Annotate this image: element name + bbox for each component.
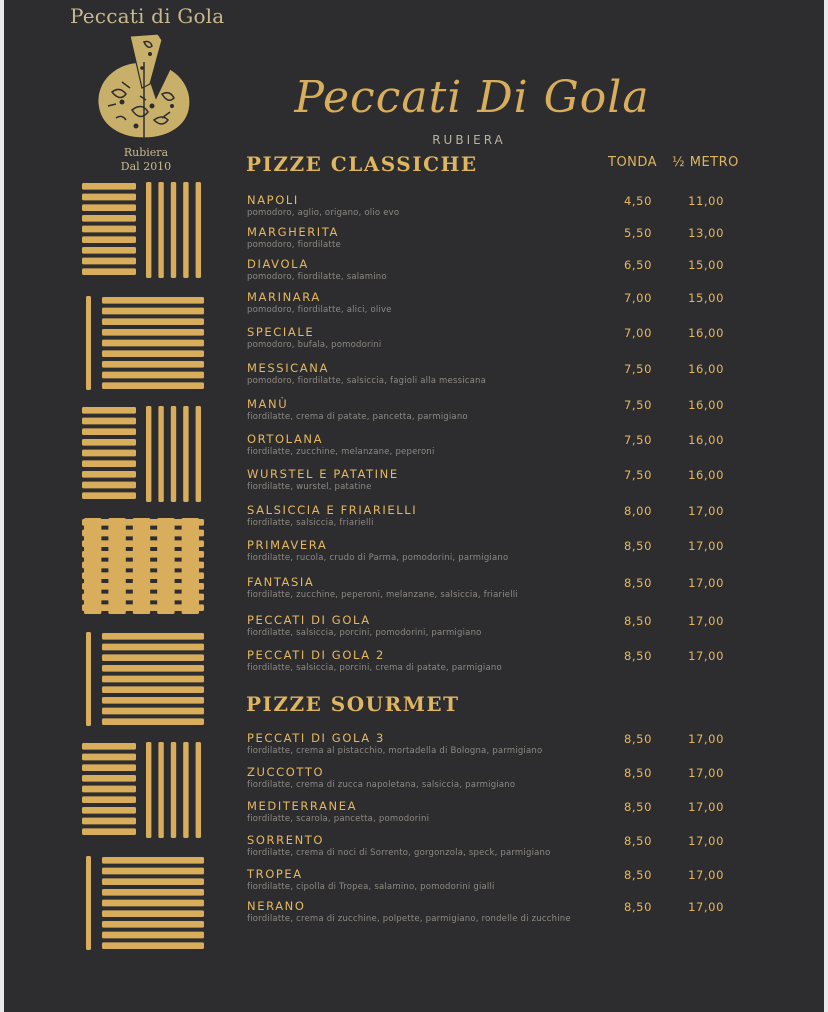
- pattern-stripe: [102, 633, 204, 640]
- menu-item: [247, 731, 737, 763]
- item-name: MESSICANA: [247, 361, 329, 375]
- item-name: SALSICCIA E FRIARIELLI: [247, 503, 418, 517]
- pattern-stripe: [102, 942, 204, 949]
- menu-item: [247, 799, 737, 831]
- menu-page: [4, 0, 824, 1012]
- menu-item: [247, 225, 737, 257]
- item-name: DIAVOLA: [247, 257, 309, 271]
- item-name: FANTASIA: [247, 575, 315, 589]
- item-description: pomodoro, aglio, origano, olio evo: [247, 208, 400, 218]
- price-tonda: 8,50: [623, 649, 652, 663]
- price-metro: 15,00: [688, 291, 724, 305]
- price-metro: 17,00: [688, 614, 724, 628]
- pattern-stripe: [102, 889, 204, 896]
- pattern-stripe: [102, 900, 204, 907]
- section-title-sourmet: PIZZE SOURMET: [246, 692, 460, 716]
- pattern-stripe: [82, 183, 136, 190]
- pattern-stripe: [183, 742, 188, 838]
- pattern-stripe: [102, 868, 204, 875]
- pattern-stripe: [102, 340, 204, 347]
- item-description: fiordilatte, rucola, crudo di Parma, pomodorini, parmigiano: [247, 553, 509, 563]
- item-description: fiordilatte, wurstel, patatine: [247, 482, 372, 492]
- item-description: fiordilatte, cipolla di Tropea, salamino, pomodorini gialli: [247, 882, 495, 892]
- pattern-stripe: [102, 718, 204, 725]
- pattern-stripe: [82, 482, 136, 489]
- price-metro: 16,00: [688, 326, 724, 340]
- price-metro: 13,00: [688, 226, 724, 240]
- price-metro: 17,00: [688, 834, 724, 848]
- item-name: SPECIALE: [247, 325, 315, 339]
- item-name: NAPOLI: [247, 193, 299, 207]
- pattern-stripe: [102, 361, 204, 368]
- item-name: PECCATI DI GOLA 3: [247, 731, 385, 745]
- pattern-stripe: [102, 654, 204, 661]
- pattern-stripe: [86, 632, 91, 726]
- menu-item: [247, 361, 737, 393]
- pattern-stripe: [102, 665, 204, 672]
- item-description: fiordilatte, zucchine, peperoni, melanzane, salsiccia, friarielli: [247, 590, 518, 600]
- menu-item: [247, 503, 737, 535]
- menu-item: [247, 325, 737, 357]
- pattern-stripe: [82, 407, 136, 414]
- brand-city: Rubiera: [123, 146, 169, 159]
- item-description: fiordilatte, salsiccia, porcini, crema di patate, parmigiano: [247, 663, 502, 673]
- item-name: MEDITERRANEA: [247, 799, 358, 813]
- brand-since: Dal 2010: [120, 160, 172, 173]
- item-description: pomodoro, fiordilatte, salsiccia, fagioli alla messicana: [247, 376, 487, 386]
- pattern-stripe: [82, 439, 136, 446]
- pattern-stripe: [102, 708, 204, 715]
- pattern-stripe: [82, 204, 136, 211]
- price-metro: 17,00: [688, 800, 724, 814]
- price-tonda: 7,00: [623, 326, 652, 340]
- menu-item: [247, 290, 737, 322]
- item-description: fiordilatte, crema di zucca napoletana, salsiccia, parmigiano: [247, 780, 516, 790]
- pattern-stripe: [82, 796, 136, 803]
- menu-item: [247, 613, 737, 645]
- item-name: MANÙ: [247, 397, 289, 411]
- pattern-stripe: [102, 676, 204, 683]
- brand-location: [104, 146, 188, 174]
- item-description: fiordilatte, crema al pistacchio, mortadella di Bologna, parmigiano: [247, 746, 543, 756]
- pattern-stripe: [196, 406, 201, 502]
- pattern-stripe: [102, 372, 204, 379]
- price-tonda: 6,50: [623, 258, 652, 272]
- menu-item: [247, 765, 737, 797]
- item-name: MARINARA: [247, 290, 321, 304]
- pattern-stripe: [82, 215, 136, 222]
- pattern-stripe: [133, 518, 150, 614]
- price-metro: 17,00: [688, 576, 724, 590]
- pattern-stripe: [82, 258, 136, 265]
- column-header-tonda: TONDA: [608, 155, 658, 170]
- pattern-stripe: [102, 857, 204, 864]
- pizza-logo-icon: [92, 32, 196, 144]
- price-metro: 16,00: [688, 362, 724, 376]
- pattern-stripe: [183, 406, 188, 502]
- price-tonda: 7,50: [623, 433, 652, 447]
- menu-item: [247, 899, 737, 931]
- pattern-stripe: [158, 182, 163, 278]
- item-description: pomodoro, bufala, pomodorini: [247, 340, 382, 350]
- pattern-stripe: [82, 754, 136, 761]
- price-tonda: 7,50: [623, 468, 652, 482]
- pattern-stripe: [82, 450, 136, 457]
- pattern-stripe: [82, 807, 136, 814]
- menu-item: [247, 397, 737, 429]
- price-tonda: 8,50: [623, 900, 652, 914]
- page-subtitle: RUBIERA: [432, 133, 506, 147]
- pattern-stripe: [82, 236, 136, 243]
- item-description: fiordilatte, crema di patate, pancetta, parmigiano: [247, 412, 468, 422]
- item-name: PRIMAVERA: [247, 538, 328, 552]
- price-metro: 16,00: [688, 398, 724, 412]
- item-description: pomodoro, fiordilatte, alici, olive: [247, 305, 392, 315]
- pattern-stripe: [82, 428, 136, 435]
- menu-item: [247, 538, 737, 570]
- pattern-stripe: [82, 418, 136, 425]
- price-tonda: 7,50: [623, 362, 652, 376]
- brand-name: Peccati di Gola: [70, 4, 225, 28]
- item-description: fiordilatte, zucchine, melanzane, peperoni: [247, 447, 435, 457]
- pattern-stripe: [102, 878, 204, 885]
- price-metro: 16,00: [688, 468, 724, 482]
- column-header-metro: ½ METRO: [672, 155, 739, 170]
- menu-item: [247, 432, 737, 464]
- price-tonda: 8,50: [623, 800, 652, 814]
- pattern-stripe: [102, 697, 204, 704]
- price-tonda: 8,50: [623, 834, 652, 848]
- menu-item: [247, 193, 737, 225]
- price-metro: 16,00: [688, 433, 724, 447]
- price-tonda: 7,50: [623, 398, 652, 412]
- pattern-stripe: [108, 518, 125, 614]
- pattern-stripe: [82, 828, 136, 835]
- item-description: pomodoro, fiordilatte, salamino: [247, 272, 387, 282]
- pattern-stripe: [102, 686, 204, 693]
- pattern-stripe: [102, 297, 204, 304]
- pattern-stripe: [82, 226, 136, 233]
- pattern-stripe: [158, 406, 163, 502]
- price-metro: 17,00: [688, 766, 724, 780]
- pattern-stripe: [146, 742, 151, 838]
- price-tonda: 8,50: [623, 766, 652, 780]
- pattern-stripe: [102, 350, 204, 357]
- price-tonda: 8,00: [623, 504, 652, 518]
- price-tonda: 8,50: [623, 732, 652, 746]
- pattern-stripe: [84, 518, 101, 614]
- price-tonda: 5,50: [623, 226, 652, 240]
- price-tonda: 8,50: [623, 614, 652, 628]
- price-metro: 17,00: [688, 868, 724, 882]
- pattern-stripe: [82, 818, 136, 825]
- pattern-stripe: [82, 247, 136, 254]
- pattern-stripe: [102, 318, 204, 325]
- item-name: ZUCCOTTO: [247, 765, 325, 779]
- price-metro: 17,00: [688, 649, 724, 663]
- pattern-stripe: [171, 406, 176, 502]
- pattern-stripe: [196, 182, 201, 278]
- menu-item: [247, 833, 737, 865]
- price-tonda: 8,50: [623, 576, 652, 590]
- pattern-stripe: [157, 518, 174, 614]
- price-metro: 17,00: [688, 900, 724, 914]
- price-tonda: 4,50: [623, 194, 652, 208]
- pattern-stripe: [82, 460, 136, 467]
- menu-item: [247, 648, 737, 680]
- pattern-stripe: [146, 182, 151, 278]
- pattern-stripe: [102, 921, 204, 928]
- item-description: fiordilatte, salsiccia, porcini, pomodorini, parmigiano: [247, 628, 482, 638]
- item-name: PECCATI DI GOLA 2: [247, 648, 385, 662]
- menu-item: [247, 257, 737, 289]
- item-name: TROPEA: [247, 867, 303, 881]
- section-title-classiche: PIZZE CLASSICHE: [246, 152, 478, 176]
- pattern-stripe: [86, 856, 91, 950]
- menu-item: [247, 867, 737, 899]
- pattern-stripe: [82, 194, 136, 201]
- pattern-stripe: [82, 492, 136, 499]
- item-name: NERANO: [247, 899, 306, 913]
- pattern-stripe: [102, 644, 204, 651]
- pattern-stripe: [102, 382, 204, 389]
- pattern-stripe: [82, 743, 136, 750]
- price-metro: 17,00: [688, 504, 724, 518]
- price-tonda: 8,50: [623, 539, 652, 553]
- page-title: Peccati Di Gola: [294, 72, 650, 123]
- pattern-stripe: [196, 742, 201, 838]
- menu-item: [247, 467, 737, 499]
- pattern-stripe: [102, 910, 204, 917]
- item-description: fiordilatte, crema di noci di Sorrento, gorgonzola, speck, parmigiano: [247, 848, 551, 858]
- price-metro: 17,00: [688, 732, 724, 746]
- pattern-stripe: [146, 406, 151, 502]
- pattern-stripe: [82, 764, 136, 771]
- item-name: ORTOLANA: [247, 432, 324, 446]
- price-tonda: 8,50: [623, 868, 652, 882]
- pattern-stripe: [102, 329, 204, 336]
- menu-item: [247, 575, 737, 607]
- item-name: SORRENTO: [247, 833, 325, 847]
- item-description: pomodoro, fiordilatte: [247, 240, 341, 250]
- item-name: PECCATI DI GOLA: [247, 613, 371, 627]
- pattern-stripe: [102, 308, 204, 315]
- pattern-stripe: [171, 742, 176, 838]
- item-description: fiordilatte, scarola, pancetta, pomodorini: [247, 814, 430, 824]
- pattern-stripe: [86, 296, 91, 390]
- pattern-stripe: [158, 742, 163, 838]
- pattern-stripe: [82, 786, 136, 793]
- pattern-stripe: [183, 182, 188, 278]
- pattern-stripe: [182, 518, 199, 614]
- item-description: fiordilatte, salsiccia, friarielli: [247, 518, 374, 528]
- pattern-stripe: [82, 268, 136, 275]
- price-metro: 17,00: [688, 539, 724, 553]
- pattern-stripe: [102, 932, 204, 939]
- item-name: WURSTEL E PATATINE: [247, 467, 399, 481]
- price-metro: 11,00: [688, 194, 724, 208]
- price-metro: 15,00: [688, 258, 724, 272]
- price-tonda: 7,00: [623, 291, 652, 305]
- pattern-stripe: [171, 182, 176, 278]
- pattern-stripe: [82, 471, 136, 478]
- pattern-stripe: [82, 775, 136, 782]
- item-name: MARGHERITA: [247, 225, 339, 239]
- decorative-stripe-pattern: [80, 178, 208, 950]
- item-description: fiordilatte, crema di zucchine, polpette, parmigiano, rondelle di zucchine: [247, 914, 571, 924]
